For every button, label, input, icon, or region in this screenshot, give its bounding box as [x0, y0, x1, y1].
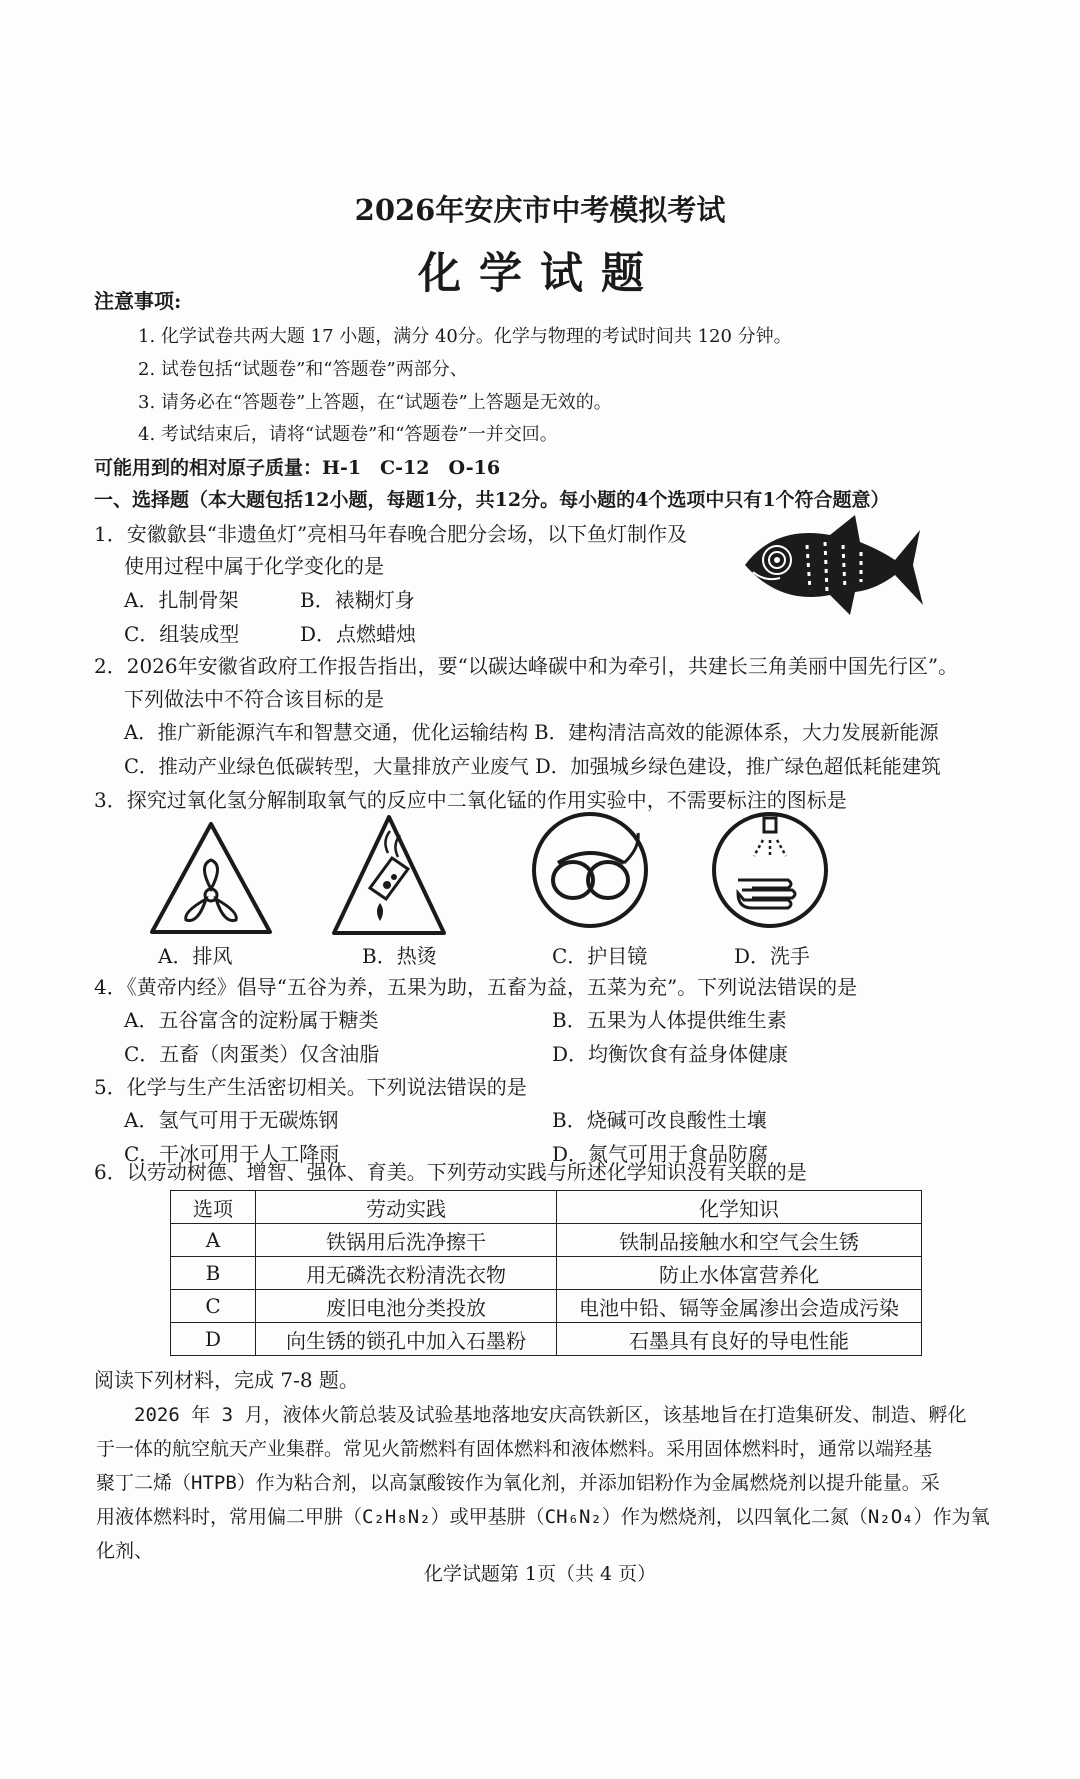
table-row [171, 1224, 922, 1257]
note-item: 1. 化学试卷共两大题 17 小题，满分 40分。化学与物理的考试时间共 120 分钟。 [138, 326, 792, 347]
q1-option-a: A．扎制骨架 [124, 588, 239, 612]
q4-option-a: A．五谷富含的淀粉属于糖类 [124, 1008, 379, 1032]
q4-option-b: B．五果为人体提供维生素 [552, 1008, 787, 1032]
q1-option-d: D．点燃蜡烛 [300, 622, 417, 646]
table-cell: 向生锈的锁孔中加入石墨粉 [256, 1323, 557, 1356]
table-row [171, 1323, 922, 1356]
reading-intro: 阅读下列材料，完成 7-8 题。 [94, 1368, 359, 1392]
reading-line: 于一体的航空航天产业集群。常见火箭燃料有固体燃料和液体燃料。采用固体燃料时，通常以端羟基 [96, 1438, 933, 1460]
fish-lantern-image [735, 510, 925, 620]
q5-option-d: D．氮气可用于食品防腐 [552, 1142, 769, 1166]
wash-hands-icon [708, 808, 832, 932]
q3-option-d: D．洗手 [734, 944, 811, 968]
table-cell: 电池中铅、镉等金属渗出会造成污染 [557, 1290, 922, 1323]
table-cell: 废旧电池分类投放 [256, 1290, 557, 1323]
q2-stem: 下列做法中不符合该目标的是 [124, 687, 384, 711]
table-row [171, 1290, 922, 1323]
reading-line: 聚丁二烯（HTPB）作为粘合剂，以高氯酸铵作为氧化剂，并添加铝粉作为金属燃烧剂以提升能量。采 [96, 1472, 940, 1494]
notes-heading: 注意事项: [94, 289, 182, 313]
reading-line: 2026 年 3 月，液体火箭总装及试验基地落地安庆高铁新区，该基地旨在打造集研发、制造、孵化 [96, 1404, 967, 1426]
reading-paragraph [96, 1398, 996, 1568]
q2-options-ab: A．推广新能源汽车和智慧交通，优化运输结构 B．建构清洁高效的能源体系，大力发展新能源 [124, 721, 939, 744]
q3-option-b: B．热烫 [362, 944, 437, 968]
q1-option-c: C．组装成型 [124, 622, 240, 646]
table-cell: 石墨具有良好的导电性能 [557, 1323, 922, 1356]
q6-stem: 6．以劳动树德、增智、强体、育美。下列劳动实践与所述化学知识没有关联的是 [94, 1160, 807, 1184]
reading-line: 化剂、 [96, 1540, 154, 1562]
table-cell: 铁锅用后洗净擦干 [256, 1224, 557, 1257]
subject-title: 化学试题 [418, 249, 662, 299]
hot-surface-icon [330, 813, 448, 939]
table-cell: B [171, 1257, 256, 1290]
table-cell: D [171, 1323, 256, 1356]
q5-stem: 5．化学与生产生活密切相关。下列说法错误的是 [94, 1075, 527, 1099]
atomic-mass-line: 可能用到的相对原子质量：H-1 C-12 O-16 [94, 457, 501, 479]
q1-option-b: B．裱糊灯身 [300, 588, 415, 612]
table-cell: C [171, 1290, 256, 1323]
q5-option-c: C．干冰可用于人工降雨 [124, 1142, 340, 1166]
q4-option-d: D．均衡饮食有益身体健康 [552, 1042, 789, 1066]
table-cell: 用无磷洗衣粉清洗衣物 [256, 1257, 557, 1290]
q4-option-c: C．五畜（肉蛋类）仅含油脂 [124, 1042, 380, 1066]
q2-stem: 2．2026年安徽省政府工作报告指出，要“以碳达峰碳中和为牵引，共建长三角美丽中国先行区”。 [94, 654, 959, 678]
q1-stem: 使用过程中属于化学变化的是 [124, 554, 384, 578]
ventilation-icon [148, 820, 274, 938]
note-item: 4. 考试结束后，请将“试题卷”和“答题卷”一并交回。 [138, 424, 558, 445]
q1-stem: 1．安徽歙县“非遗鱼灯”亮相马年春晚合肥分会场，以下鱼灯制作及 [94, 522, 688, 546]
q4-stem: 4．《黄帝内经》倡导“五谷为养，五果为助，五畜为益，五菜为充”。下列说法错误的是 [94, 975, 858, 999]
note-item: 2. 试卷包括“试题卷”和“答题卷”两部分、 [138, 359, 468, 380]
q2-options-cd: C．推动产业绿色低碳转型，大量排放产业废气 D．加强城乡绿色建设，推广绿色超低耗能建筑 [124, 755, 941, 778]
reading-line: 用液体燃料时，常用偏二甲肼（C₂H₈N₂）或甲基肼（CH₆N₂）作为燃烧剂，以四氧化二氮（N₂O₄）作为氧 [96, 1506, 990, 1528]
table-header-cell: 选项 [171, 1191, 256, 1224]
q3-stem: 3．探究过氧化氢分解制取氧气的反应中二氧化锰的作用实验中，不需要标注的图标是 [94, 788, 847, 812]
section-heading: 一、选择题（本大题包括12小题，每题1分，共12分。每小题的4个选项中只有1个符合题意） [94, 489, 890, 511]
q5-option-b: B．烧碱可改良酸性土壤 [552, 1108, 767, 1132]
q6-table [170, 1190, 922, 1356]
table-cell: 防止水体富营养化 [557, 1257, 922, 1290]
exam-title: 2026年安庆市中考模拟考试 [354, 193, 726, 227]
table-header-cell: 劳动实践 [256, 1191, 557, 1224]
table-header-row [171, 1191, 922, 1224]
table-header-cell: 化学知识 [557, 1191, 922, 1224]
note-item: 3. 请务必在“答题卷”上答题，在“试题卷”上答题是无效的。 [138, 392, 612, 413]
q3-option-c: C．护目镜 [552, 944, 648, 968]
q3-option-a: A．排风 [158, 944, 233, 968]
goggles-icon [528, 808, 652, 932]
table-cell: 铁制品接触水和空气会生锈 [557, 1224, 922, 1257]
table-cell: A [171, 1224, 256, 1257]
table-row [171, 1257, 922, 1290]
q5-option-a: A．氢气可用于无碳炼钢 [124, 1108, 339, 1132]
page-footer: 化学试题第 1页（共 4 页） [423, 1563, 657, 1585]
